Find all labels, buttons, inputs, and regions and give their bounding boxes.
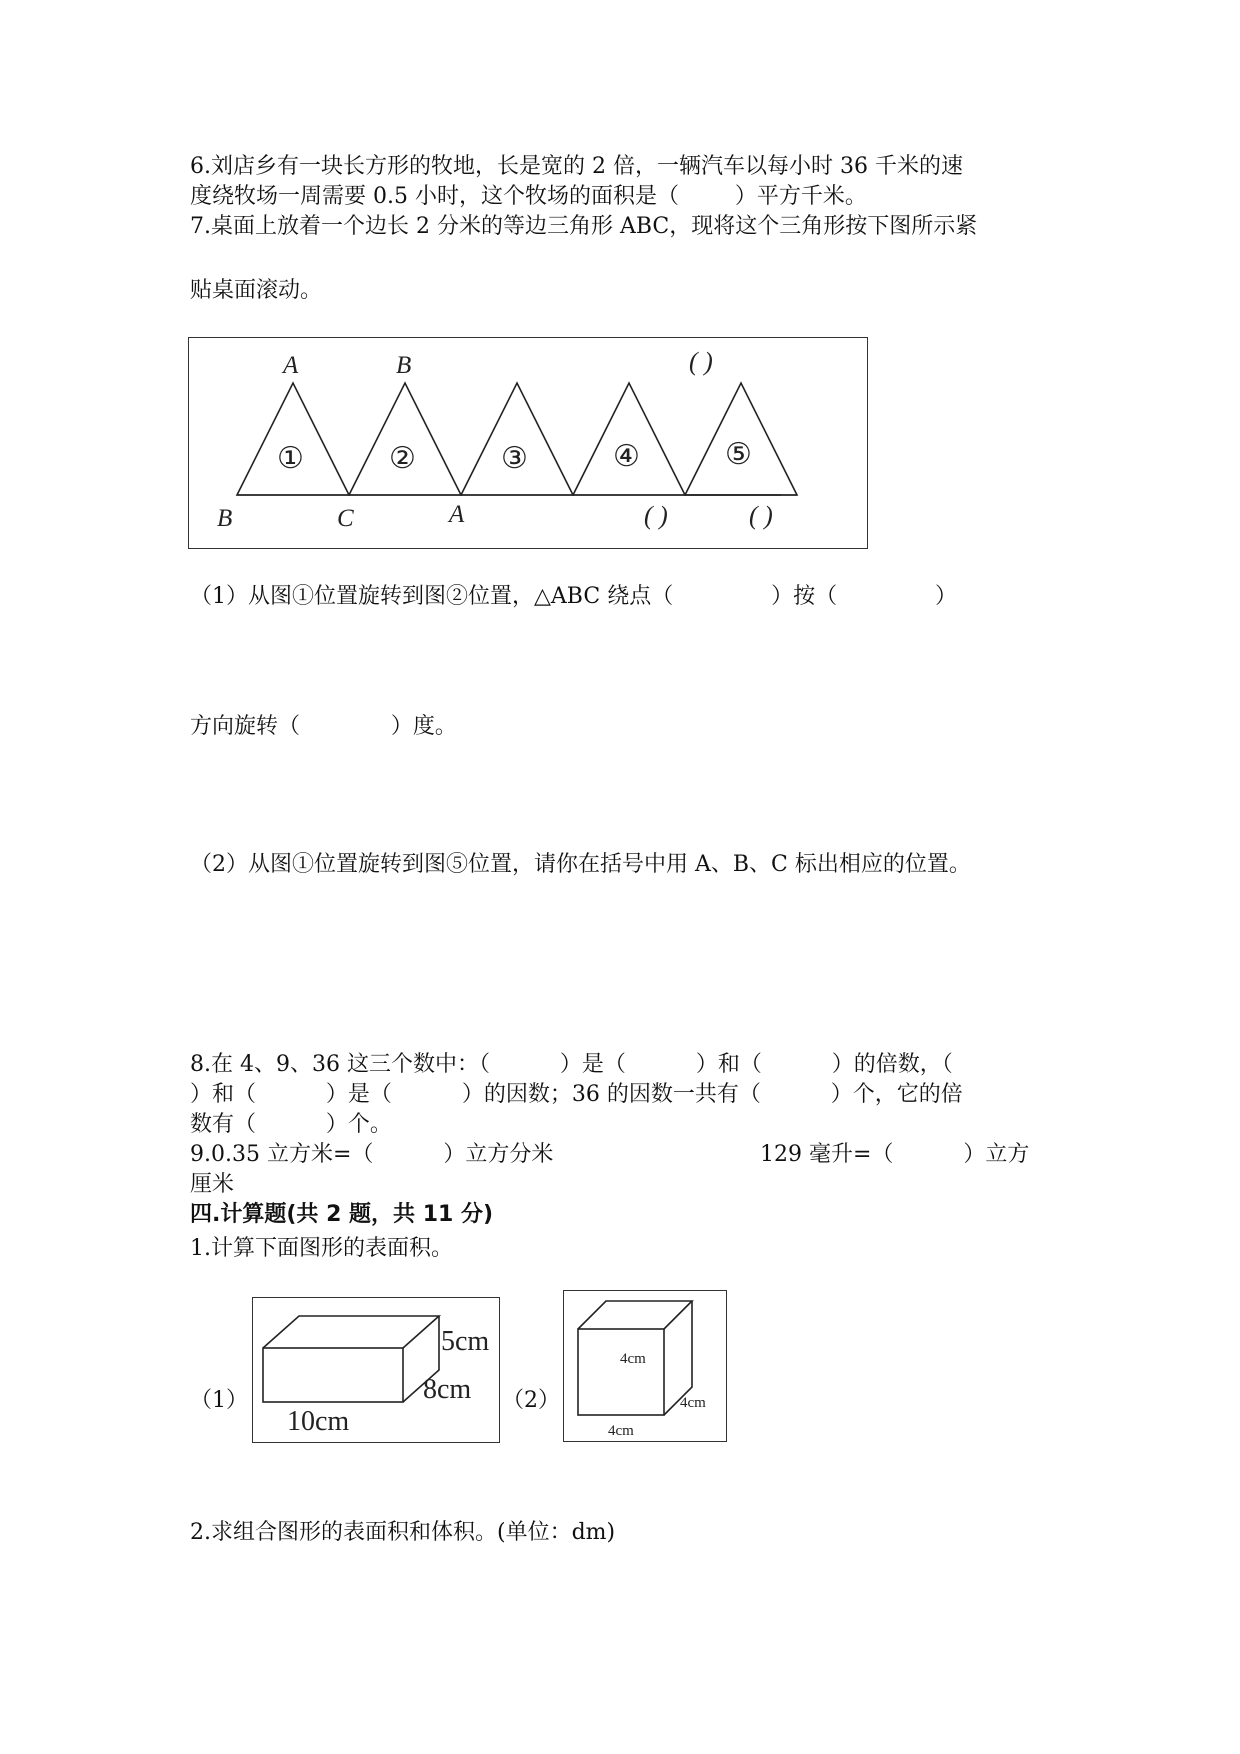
calc1-text: 1.计算下面图形的表面积。 bbox=[190, 1236, 453, 1261]
cuboid-length-label: 10cm bbox=[287, 1406, 350, 1437]
q9-part1: 9.0.35 立方米=（ ）立方分米 bbox=[190, 1142, 554, 1167]
circle-num-5: ⑤ bbox=[725, 438, 752, 471]
q7-line1: 7.桌面上放着一个边长 2 分米的等边三角形 ABC，现将这个三角形按下图所示紧 bbox=[190, 214, 978, 239]
label-bottom-a: A bbox=[449, 501, 465, 528]
triangle-1 bbox=[237, 383, 349, 495]
cube-figure bbox=[563, 1290, 727, 1442]
triangle-diagram bbox=[189, 338, 866, 547]
blank-bottom-left[interactable]: ( ) bbox=[644, 501, 668, 530]
cuboid-top-face bbox=[263, 1316, 439, 1348]
q6-line1: 6.刘店乡有一块长方形的牧地，长是宽的 2 倍，一辆汽车以每小时 36 千米的速 bbox=[190, 154, 963, 179]
cuboid-depth-label: 8cm bbox=[423, 1374, 472, 1405]
cube-side-label: 4cm bbox=[680, 1395, 706, 1411]
cuboid-height-label: 5cm bbox=[441, 1326, 490, 1357]
q7-sub1-line2: 方向旋转（ ）度。 bbox=[190, 714, 457, 739]
q8-line3: 数有（ ）个。 bbox=[190, 1112, 392, 1137]
calc2-text: 2.求组合图形的表面积和体积。(单位：dm) bbox=[190, 1520, 616, 1545]
q8-line1: 8.在 4、9、36 这三个数中：（ ）是（ ）和（ ）的倍数，（ bbox=[190, 1052, 953, 1077]
triangle-3 bbox=[461, 383, 573, 495]
label-top-b: B bbox=[396, 352, 412, 379]
rolling-triangle-figure bbox=[188, 337, 868, 549]
q7-sub2: （2）从图①位置旋转到图⑤位置，请你在括号中用 A、B、C 标出相应的位置。 bbox=[190, 852, 971, 877]
label-top-a: A bbox=[283, 352, 299, 379]
triangle-2 bbox=[349, 383, 461, 495]
cube-top-face bbox=[578, 1301, 692, 1329]
q6-line2: 度绕牧场一周需要 0.5 小时，这个牧场的面积是（ ）平方千米。 bbox=[190, 184, 867, 209]
label-bottom-c: C bbox=[337, 505, 354, 532]
cube-front-label: 4cm bbox=[620, 1351, 646, 1367]
q9-part2: 129 毫升=（ ）立方 bbox=[760, 1142, 1030, 1167]
circle-num-1: ① bbox=[277, 442, 304, 475]
cube-bottom-label: 4cm bbox=[608, 1423, 634, 1439]
blank-top[interactable]: ( ) bbox=[689, 347, 713, 376]
label-bottom-b: B bbox=[217, 505, 233, 532]
q8-line2: ）和（ ）是（ ）的因数；36 的因数一共有（ ）个，它的倍 bbox=[190, 1082, 963, 1107]
blank-bottom-right[interactable]: ( ) bbox=[749, 501, 773, 530]
circle-num-2: ② bbox=[389, 442, 416, 475]
circle-num-4: ④ bbox=[613, 440, 640, 473]
q7-line2: 贴桌面滚动。 bbox=[190, 278, 323, 303]
cuboid-diagram bbox=[253, 1298, 498, 1441]
circle-num-3: ③ bbox=[501, 442, 528, 475]
q9-line2: 厘米 bbox=[190, 1172, 235, 1197]
triangle-4 bbox=[573, 383, 685, 495]
cube-diagram bbox=[564, 1291, 725, 1440]
cuboid-front-face bbox=[263, 1348, 403, 1402]
fig2-prefix: （2） bbox=[502, 1388, 560, 1413]
cuboid-figure bbox=[252, 1297, 500, 1443]
fig1-prefix: （1） bbox=[190, 1388, 248, 1413]
cube-front-face bbox=[578, 1329, 664, 1415]
q7-sub1-line1: （1）从图①位置旋转到图②位置，△ABC 绕点（ ）按（ ） bbox=[190, 584, 958, 609]
section-4-title: 四.计算题(共 2 题，共 11 分) bbox=[190, 1202, 494, 1227]
